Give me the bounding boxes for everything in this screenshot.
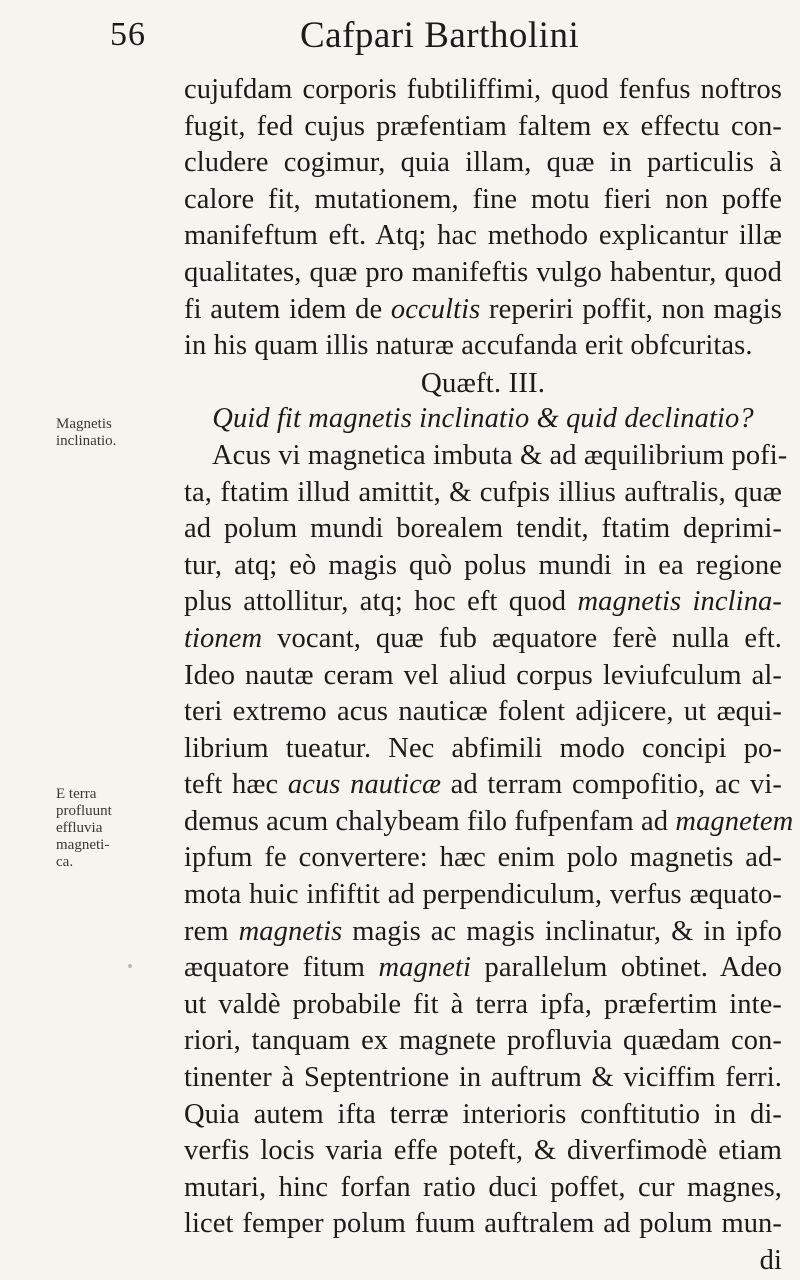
italic-term: magnetis	[238, 915, 343, 947]
page-number: 56	[110, 16, 146, 53]
text-line: ad polum mundi borealem tendit, ftatim deprimi-	[184, 513, 782, 545]
text-line	[184, 292, 782, 329]
text-line: manifeftum eft. Atq; hac methodo explicantur illæ	[184, 220, 782, 252]
text-line	[184, 950, 782, 987]
text-line: cludere cogimur, quia illam, quæ in particulis à	[184, 147, 782, 179]
question-heading: Quæft. III.	[420, 366, 546, 399]
running-title: Cafpari Bartholini	[300, 15, 580, 56]
text-run: fi autem idem de	[184, 293, 391, 325]
text-run: rem	[184, 915, 239, 947]
text-line	[184, 914, 782, 951]
marginal-note-line: inclinatio.	[56, 433, 117, 449]
text-line: fugit, fed cujus præfentiam faltem ex effectu con-	[184, 110, 782, 142]
marginal-note-line: effluvia	[56, 820, 103, 836]
italic-term: magnetem	[675, 805, 794, 837]
text-line: ta, ftatim illud amittit, & cufpis illius auftralis, quæ	[184, 476, 782, 508]
italic-term: magneti	[378, 952, 472, 984]
marginal-note-line: Magnetis	[56, 416, 112, 432]
text-line	[184, 584, 782, 621]
text-run: teft hæc	[184, 769, 288, 801]
italic-term: occultis	[390, 293, 481, 325]
italic-term: tionem	[184, 622, 263, 654]
text-line: librium tueatur. Nec abfimili modo concipi po-	[184, 732, 782, 764]
marginal-note-terra-effluvia	[56, 786, 146, 871]
marginal-note-line: magneti-	[56, 837, 110, 853]
text-line: ut valdè probabile fit à terra ipfa, præfertim inte-	[184, 988, 782, 1020]
text-run: demus acum chalybeam filo fufpenfam ad	[184, 805, 676, 837]
page-header	[0, 10, 800, 66]
text-run: parallelum obtinet. Adeo	[471, 952, 782, 984]
marginal-note-line: ca.	[56, 854, 74, 870]
text-line	[184, 804, 794, 841]
text-run: æquatore fitum	[184, 952, 379, 984]
text-line: Ideo nautæ ceram vel aliud corpus leviufculum al-	[184, 659, 782, 691]
text-line: mutari, hinc forfan ratio duci poffet, cur magnes,	[184, 1171, 782, 1203]
question-title: Quid fit magnetis inclinatio & quid declinatio?	[212, 403, 754, 435]
italic-term: acus nauticæ	[287, 769, 442, 801]
text-line: riori, tanquam ex magnete profluvia quædam con-	[184, 1025, 782, 1057]
text-line: teri extremo acus nauticæ folent adjicere, ut æqui-	[184, 696, 782, 728]
text-line	[184, 621, 782, 658]
paper-speck	[128, 964, 132, 968]
marginal-note-magnetis-inclinatio	[56, 416, 146, 450]
marginal-note-line: E terra	[56, 786, 97, 802]
text-line: tinenter à Septentrione in auftrum & viciffim ferri.	[184, 1062, 782, 1094]
text-line: Quia autem ifta terræ interioris conftitutio in di-	[184, 1098, 782, 1130]
text-line: cujufdam corporis fubtiliffimi, quod fenfus noftros	[184, 74, 782, 105]
text-line	[184, 767, 782, 804]
main-text-block	[184, 72, 794, 1280]
text-line: mota huic infiftit ad perpendiculum, verfus æquato-	[184, 879, 782, 911]
italic-term: magnetis inclina-	[577, 586, 782, 618]
marginal-note-line: profluunt	[56, 803, 112, 819]
text-run: magis ac magis inclinatur, & in ipfo	[342, 915, 782, 947]
text-run: reperiri poffit, non magis	[480, 293, 782, 325]
text-line: ipfum fe convertere: hæc enim polo magnetis ad-	[184, 842, 782, 874]
text-line: qualitates, quæ pro manifeftis vulgo habentur, quod	[184, 256, 782, 288]
text-run: vocant, quæ fub æquatore ferè nulla eft.	[262, 622, 782, 654]
text-line: in his quam illis naturæ accufanda erit obfcuritas.	[184, 330, 753, 362]
text-line: licet femper polum fuum auftralem ad polum mun-	[184, 1208, 782, 1240]
text-run: plus attollitur, atq; hoc eft quod	[184, 586, 578, 618]
text-line: calore fit, mutationem, fine motu fieri non poffe	[184, 183, 782, 215]
text-line: Acus vi magnetica imbuta & ad æquilibrium pofi-	[212, 439, 788, 471]
text-line: verfis locis varia effe poteft, & diverfimodè etiam	[184, 1135, 782, 1167]
text-run: ad terram compofitio, ac vi-	[441, 769, 782, 801]
text-line: tur, atq; eò magis quò polus mundi in ea regione	[184, 549, 782, 581]
catchword: di	[759, 1245, 782, 1276]
